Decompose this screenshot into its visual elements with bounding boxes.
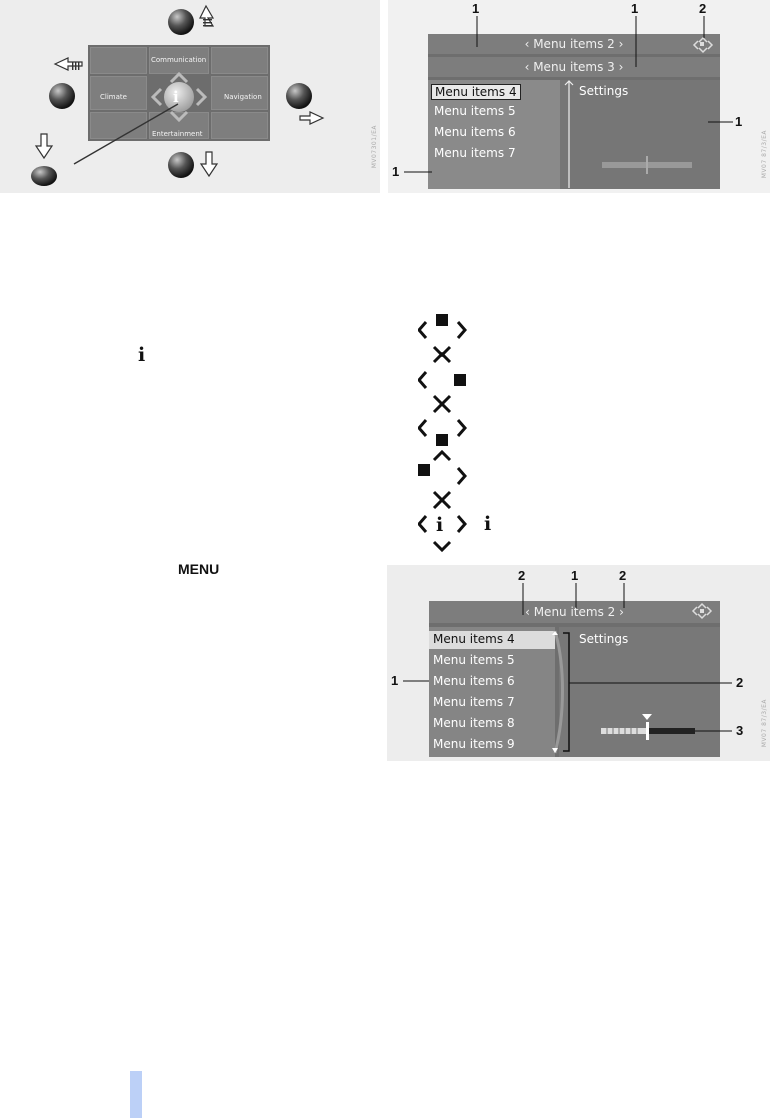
screen-layout-figure-2 — [387, 565, 770, 761]
info-i-symbol: i — [138, 344, 146, 366]
callout-2: 2 — [736, 675, 744, 690]
controller-graphics — [0, 0, 380, 193]
controller-info-icon: i — [436, 514, 444, 536]
image-code: MV07 87/3/EA — [761, 699, 768, 748]
controller-diagram — [0, 0, 380, 193]
square-down-icon — [436, 434, 448, 446]
callout-1: 1 — [571, 568, 579, 583]
square-up-icon — [436, 314, 448, 326]
callout-2: 2 — [699, 1, 707, 16]
callout-1: 1 — [735, 114, 743, 129]
knob-left-icon — [49, 83, 75, 109]
square-left-icon — [418, 464, 430, 476]
callout-1: 1 — [631, 1, 639, 16]
menu-item[interactable]: Menu items 5 — [434, 104, 516, 118]
label-communication: Communication — [151, 56, 207, 64]
label-entertainment: Entertainment — [152, 130, 203, 138]
menu-item[interactable]: Menu items 7 — [433, 695, 515, 709]
menu-item[interactable]: Menu items 6 — [433, 674, 515, 688]
settings-title: Settings — [579, 632, 629, 646]
callout-2: 2 — [518, 568, 526, 583]
menu-item[interactable]: Menu items 8 — [433, 716, 515, 730]
menu-item[interactable]: Menu items 5 — [433, 653, 515, 667]
knob-right-icon — [286, 83, 312, 109]
header-bar-2: ‹ Menu items 3 › — [428, 57, 720, 77]
settings-title: Settings — [579, 84, 629, 98]
callout-3: 3 — [736, 723, 744, 738]
menu-item-selected[interactable]: Menu items 4 — [431, 84, 521, 100]
callout-2: 2 — [619, 568, 627, 583]
image-code: MV07 87/3/EA — [761, 130, 768, 179]
screen-layout-figure — [388, 0, 770, 193]
menu-item-selected[interactable]: Menu items 4 — [433, 632, 515, 646]
controller-direction-symbols — [418, 306, 478, 556]
knob-up-icon — [168, 9, 194, 35]
info-i-symbol: i — [484, 513, 492, 535]
square-right-icon — [454, 374, 466, 386]
knob-press-icon — [31, 166, 57, 186]
center-info-symbol: i — [173, 88, 179, 106]
header-bar-1: ‹ Menu items 2 › — [428, 34, 720, 54]
callout-1: 1 — [472, 1, 480, 16]
menu-item[interactable]: Menu items 7 — [434, 146, 516, 160]
label-navigation: Navigation — [224, 93, 262, 101]
label-climate: Climate — [100, 93, 127, 101]
knob-down-icon — [168, 152, 194, 178]
page-tab-marker — [130, 1071, 142, 1118]
fig2-graphics — [388, 0, 770, 193]
menu-item[interactable]: Menu items 9 — [433, 737, 515, 751]
menu-button-label: MENU — [178, 561, 220, 577]
callout-1: 1 — [392, 164, 400, 179]
menu-item[interactable]: Menu items 6 — [434, 125, 516, 139]
header-bar: ‹ Menu items 2 › — [429, 601, 720, 623]
center-knob-icon — [164, 82, 194, 112]
image-code: MV07301/EA — [371, 125, 378, 169]
fig3-graphics — [387, 565, 770, 761]
callout-1: 1 — [391, 673, 399, 688]
